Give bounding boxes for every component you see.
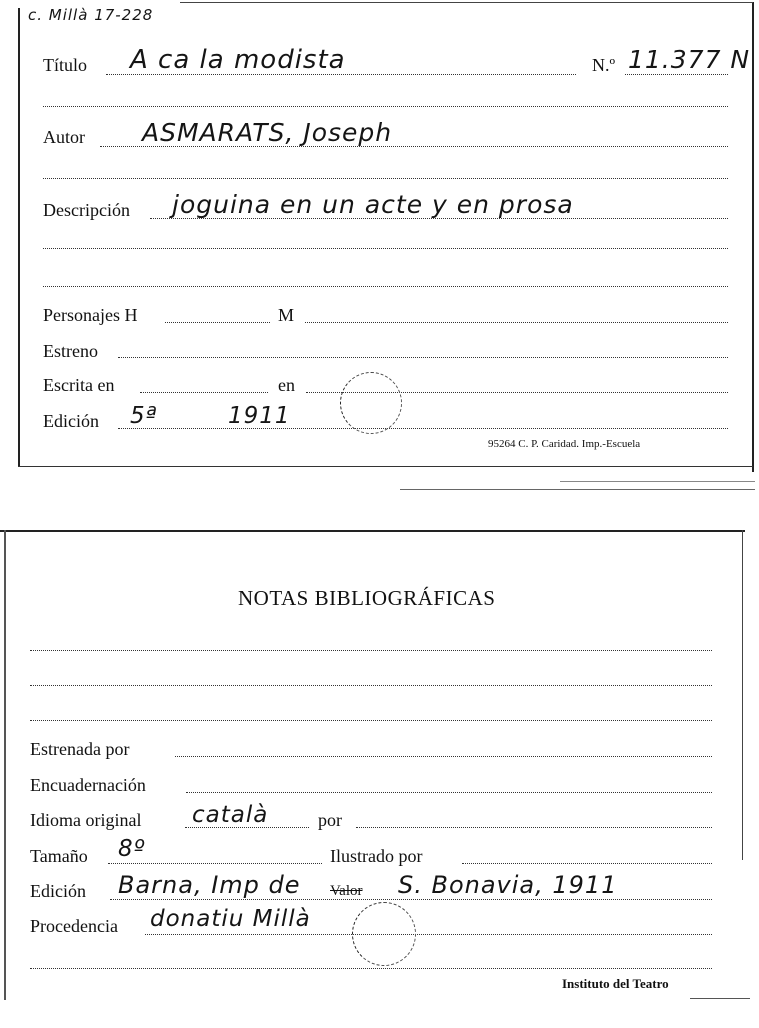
descripcion-line-2 — [43, 248, 728, 249]
card1-bottom-shadow-2 — [560, 481, 755, 482]
ilustrado-label: Ilustrado por — [330, 846, 423, 866]
encuadernacion-label: Encuadernación — [30, 775, 146, 795]
personajes-h-line — [165, 322, 270, 323]
autor-line-2 — [43, 178, 728, 179]
idioma-label: Idioma original — [30, 810, 142, 830]
card2-top-border — [0, 530, 745, 532]
card2-right-border — [742, 530, 743, 860]
encuadernacion-line — [186, 792, 712, 793]
escrita-label: Escrita en — [43, 375, 115, 395]
estreno-label: Estreno — [43, 341, 98, 361]
edicion-value-year: 1911 — [228, 403, 291, 429]
card1-bottom-border — [18, 466, 753, 467]
notas-line-1 — [30, 650, 712, 651]
tamano-line — [108, 863, 322, 864]
titulo-value: A ca la modista — [130, 45, 346, 75]
edicion2-struck-word: Valor — [330, 883, 363, 899]
ink-stamp-circle — [340, 372, 402, 434]
escrita-line — [140, 392, 268, 393]
autor-value: ASMARATS, Joseph — [142, 118, 393, 147]
estrenada-label: Estrenada por — [30, 739, 130, 759]
ink-stamp-circle-2 — [352, 902, 416, 966]
personajes-m-label: M — [278, 305, 295, 325]
edicion2-line — [110, 899, 712, 900]
ilustrado-line — [462, 863, 712, 864]
notas-heading: NOTAS BIBLIOGRÁFICAS — [238, 586, 496, 610]
titulo-line-2 — [43, 106, 728, 107]
tamano-label: Tamaño — [30, 846, 88, 866]
idioma-por-line — [356, 827, 712, 828]
catalog-card-bottom — [0, 520, 759, 1028]
card1-left-border — [18, 8, 20, 466]
institute-footer: Instituto del Teatro — [562, 976, 669, 991]
idioma-value: català — [192, 802, 269, 828]
descripcion-line-3 — [43, 286, 728, 287]
procedencia-value: donatiu Millà — [150, 906, 311, 932]
edicion2-value-publisher: S. Bonavia, 1911 — [398, 871, 618, 899]
estrenada-line — [175, 756, 712, 757]
numero-value: 11.377 N — [628, 45, 751, 74]
personajes-m-line — [305, 322, 728, 323]
procedencia-line-2 — [30, 968, 712, 969]
estreno-line — [118, 357, 728, 358]
card1-bottom-shadow — [400, 489, 755, 490]
edicion-label: Edición — [43, 411, 99, 431]
card1-right-border — [752, 2, 754, 472]
edicion-value-number: 5ª — [130, 403, 158, 429]
numero-label: N.º — [592, 55, 616, 75]
edicion2-value: Barna, Imp de — [118, 871, 301, 899]
numero-line — [625, 74, 728, 75]
descripcion-label: Descripción — [43, 200, 130, 220]
autor-label: Autor — [43, 127, 85, 147]
edicion-line — [118, 428, 728, 429]
descripcion-value: joguina en un acte y en prosa — [172, 190, 574, 219]
procedencia-line — [145, 934, 712, 935]
card2-bottom-fragment — [690, 998, 750, 999]
catalog-card-top — [0, 0, 759, 500]
personajes-label: Personajes H — [43, 305, 138, 325]
printer-imprint: 95264 C. P. Caridad. Imp.-Escuela — [488, 438, 641, 450]
escrita-en-label: en — [278, 375, 295, 395]
procedencia-label: Procedencia — [30, 916, 118, 936]
notas-line-2 — [30, 685, 712, 686]
notas-line-3 — [30, 720, 712, 721]
reference-note: c. Millà 17-228 — [28, 6, 154, 24]
card1-top-border — [180, 2, 753, 3]
idioma-por-label: por — [318, 810, 342, 830]
tamano-value: 8º — [118, 836, 146, 862]
edicion2-label: Edición — [30, 881, 86, 901]
titulo-label: Título — [43, 55, 87, 75]
card2-left-border — [4, 530, 6, 1000]
